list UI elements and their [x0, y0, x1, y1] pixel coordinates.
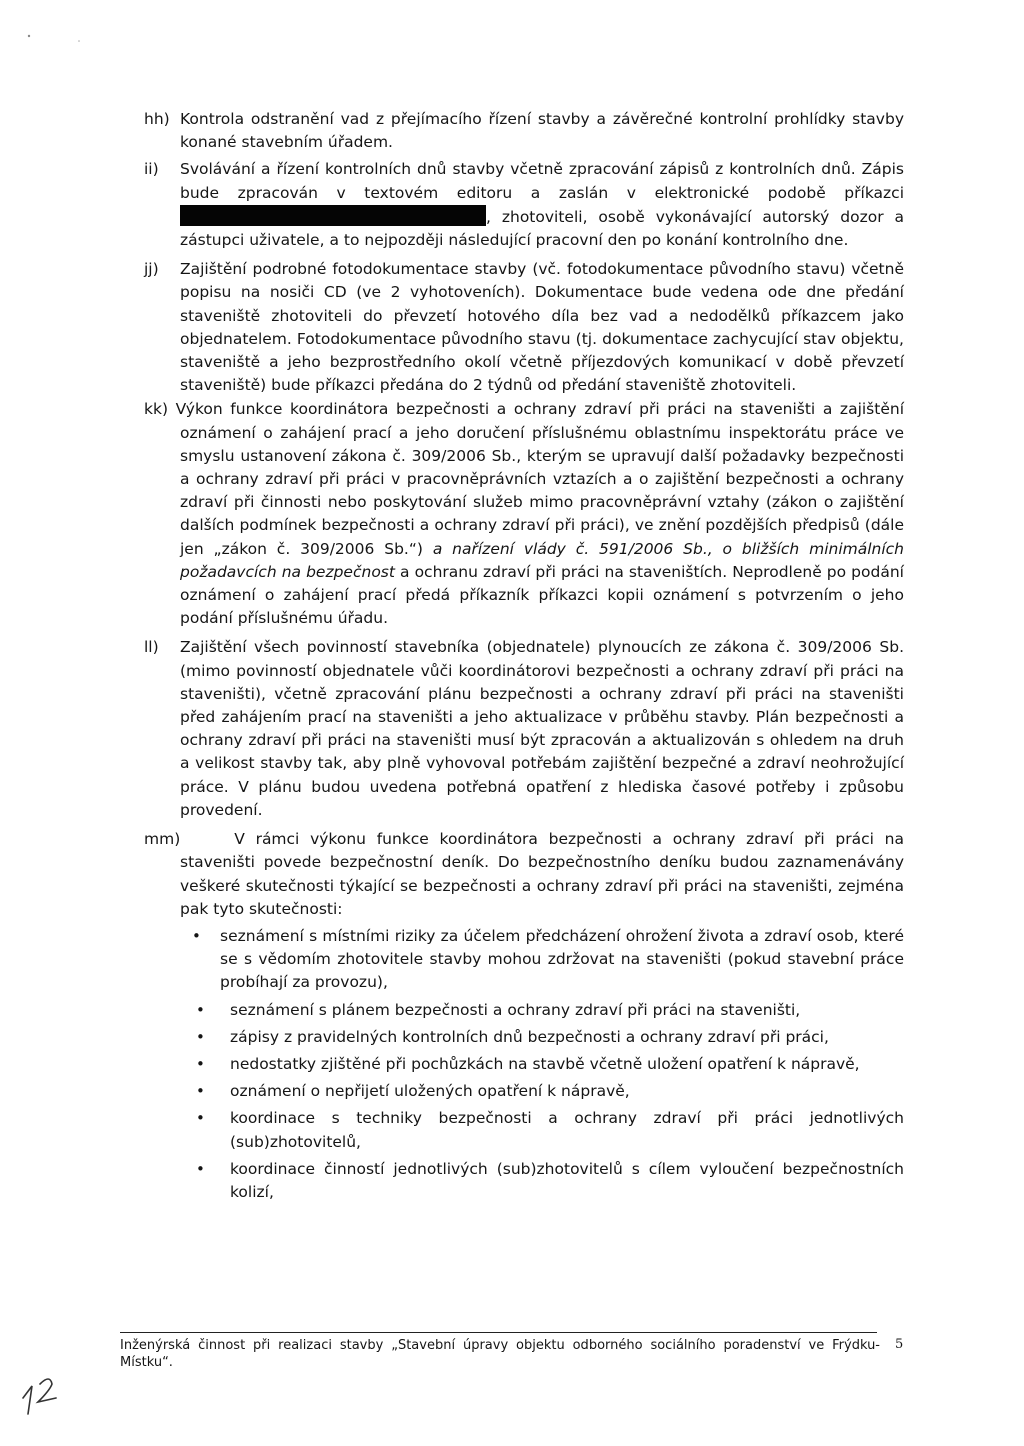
- handwritten-note: [20, 1368, 64, 1416]
- bullet-text: koordinace činností jednotlivých (sub)zhotovitelů s cílem vyloučení bezpečnostních kolizí,: [230, 1159, 904, 1201]
- bullet-list: [144, 925, 904, 1204]
- item-label: hh): [144, 110, 170, 128]
- item-text: Zajištění všech povinností stavebníka (objednatele) plynoucích ze zákona č. 309/2006 Sb. (mimo povinností objednatele vůči koordinátorovi bezpečnosti a ochrany zdraví při práci na staveništi), včetně zpracování plánu bezpečnosti a ochrany zdraví při práci na staveništi před zahájením prací na staveništi a jeho aktualizace v průběhu stavby. Plán bezpečnosti a ochrany zdraví při práci na staveništi musí být zpracován a aktualizován s ohledem na druh a velikost stavby tak, aby plně vyhovoval potřebám zajištění bezpečné a zdraví neohrožující práce. V plánu budou uvedena potřebná opatření z hlediska časové potřeby i způsobu provedení.: [180, 638, 904, 819]
- bullet-item: [144, 1026, 904, 1049]
- item-label: mm): [144, 830, 181, 849]
- item-text-part: Výkon funkce koordinátora bezpečnosti a ochrany zdraví při práci na staveništi a zajištění oznámení o zahájení prací a jeho doručení příslušnému oblastnímu inspektorátu práce ve smyslu ustanovení zákona č. 309/2006 Sb., kterým se upravují další požadavky bezpečnosti a ochrany zdraví při práci v pracovněprávních vztazích a o zajištění bezpečnosti a ochrany zdraví při činnosti nebo poskytování služeb mimo pracovněprávní vztahy (zákon o zajištění dalších podmínek bezpečnosti a ochrany zdraví při práci), ve znění pozdějších předpisů (dále jen „zákon č. 309/2006 Sb.“): [175, 400, 904, 558]
- item-text: V rámci výkonu funkce koordinátora bezpečnosti a ochrany zdraví při práci na staveništi povede bezpečnostní deník. Do bezpečnostního deníku budou zaznamenávány veškeré skutečnosti týkající se bezpečnosti a ochrany zdraví při práci na staveništi, zejména pak tyto skutečnosti:: [180, 830, 904, 918]
- bullet-text: koordinace s techniky bezpečnosti a ochrany zdraví při práci jednotlivých (sub)zhotovitelů,: [230, 1109, 904, 1151]
- bullet-text: seznámení s místními riziky za účelem předcházení ohrožení života a zdraví osob, které se s vědomím zhotovitele stavby mohou zdržovat na staveništi (pokud stavební práce probíhají za provozu),: [220, 926, 904, 992]
- item-label: jj): [144, 260, 159, 279]
- item-text-italic: a nařízení vlády č. 591/2006 Sb., o bližších minimálních požadavcích na bezpečnost: [180, 539, 905, 581]
- bullet-icon: •: [196, 1082, 205, 1101]
- item-label: ii): [144, 160, 159, 179]
- list-item-ii: [144, 158, 904, 252]
- item-label: ll): [144, 638, 159, 657]
- bullet-text: oznámení o nepřijetí uložených opatření k nápravě,: [230, 1082, 630, 1101]
- bullet-icon: •: [196, 1159, 205, 1178]
- bullet-icon: •: [196, 1109, 205, 1128]
- bullet-item: [144, 925, 904, 995]
- item-text-part: a ochranu zdraví při práci na staveništích. Neprodleně po podání oznámení o zahájení prací předá příkazník příkazci kopii oznámení s potvrzením o jeho podání příslušnému úřadu.: [180, 562, 904, 628]
- bullet-text: seznámení s plánem bezpečnosti a ochrany zdraví při práci na staveništi,: [230, 1000, 801, 1019]
- redaction-bar: [180, 205, 486, 226]
- bullet-item: [144, 1053, 904, 1076]
- bullet-item: [144, 1080, 904, 1103]
- list-item-hh: [144, 108, 904, 154]
- item-text: [180, 158, 904, 252]
- bullet-icon: •: [196, 1027, 205, 1046]
- scan-specks: [0, 0, 1024, 60]
- document-body: [144, 108, 904, 1208]
- list-item-jj: [144, 258, 904, 397]
- list-item-ll: [144, 636, 904, 822]
- page-number: 5: [895, 1337, 904, 1352]
- bullet-icon: •: [192, 926, 201, 945]
- item-text: Zajištění podrobné fotodokumentace stavby (vč. fotodokumentace původního stavu) včetně popisu na nosiči CD (ve 2 vyhotoveních). Dokumentace bude vedena ode dne předání staveniště zhotoviteli do převzetí hotového díla bez vad a nedodělků příkazcem jako objednatelem. Fotodokumentace původního stavu (tj. dokumentace zachycující stav objektu, staveniště a jeho bezprostředního okolí včetně příjezdových komunikací v době převzetí staveniště) bude příkazci předána do 2 týdnů od předání staveniště zhotoviteli.: [180, 260, 904, 395]
- item-label: kk): [144, 400, 168, 419]
- footer-text: Inženýrská činnost při realizaci stavby „Stavební úpravy objektu odborného sociálního poradenství ve Frýdku-Místku“.: [120, 1338, 880, 1370]
- bullet-item: [144, 999, 904, 1022]
- bullet-text: nedostatky zjištěné při pochůzkách na stavbě včetně uložení opatření k nápravě,: [230, 1054, 860, 1073]
- footer-divider: [120, 1332, 877, 1333]
- bullet-icon: •: [196, 1000, 205, 1019]
- list-item-kk: [144, 398, 904, 630]
- bullet-icon: •: [196, 1054, 205, 1073]
- bullet-item: [144, 1158, 904, 1204]
- list-item-mm: [144, 828, 904, 921]
- item-text: Kontrola odstranění vad z přejímacího řízení stavby a závěrečné kontrolní prohlídky stavby konané stavebním úřadem.: [180, 110, 904, 152]
- bullet-item: [144, 1107, 904, 1153]
- bullet-text: zápisy z pravidelných kontrolních dnů bezpečnosti a ochrany zdraví při práci,: [230, 1027, 829, 1046]
- item-text-part: Svolávání a řízení kontrolních dnů stavby včetně zpracování zápisů z kontrolních dnů. Zápis bude zpracován v textovém editoru a zaslán v elektronické podobě příkazci: [180, 160, 904, 202]
- item-text-part: , zhotoviteli, osobě vykonávající autorský dozor a zástupci uživatele, a to nejpozději následující pracovní den po konání kontrolního dne.: [180, 207, 904, 250]
